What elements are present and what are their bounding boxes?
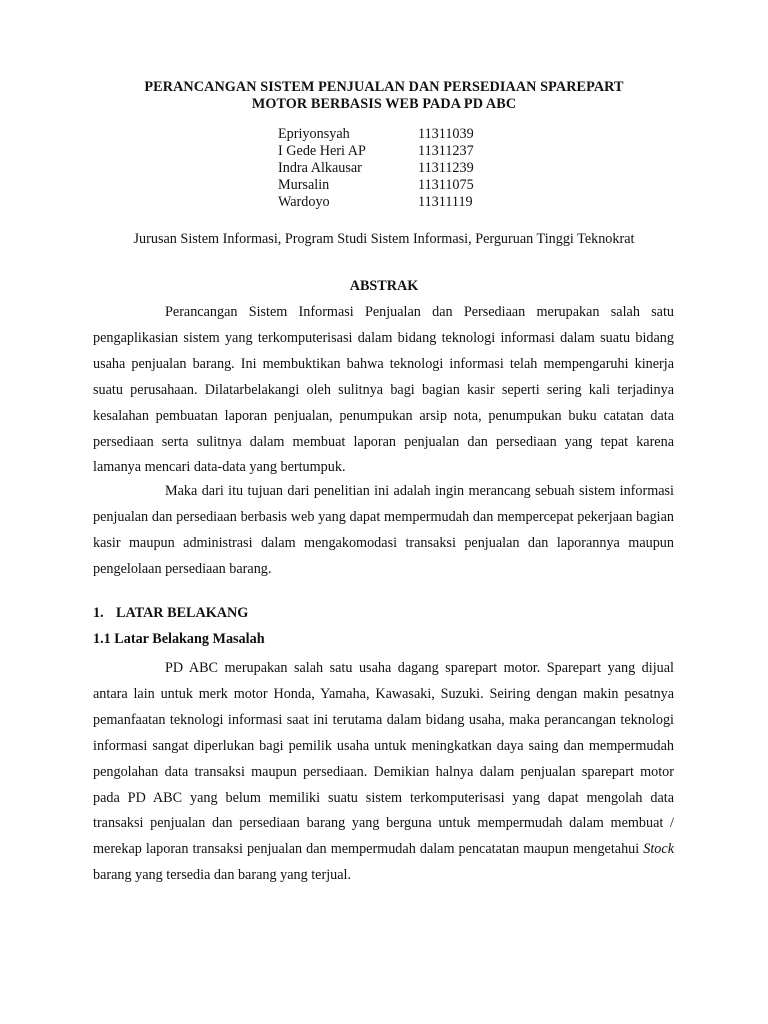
author-row bbox=[278, 177, 498, 194]
section-number: 1. bbox=[93, 605, 104, 621]
author-name: Indra Alkausar bbox=[278, 160, 362, 176]
author-row bbox=[278, 160, 498, 177]
author-id: 11311039 bbox=[418, 126, 474, 142]
author-row bbox=[278, 143, 498, 160]
author-id: 11311119 bbox=[418, 194, 473, 210]
body-text: PD ABC merupakan salah satu usaha dagang sparepart motor. Sparepart yang dijual antara lain untuk merk motor Honda, Yamaha, Kawasaki, Suzuki. Seiring dengan makin pesatnya pemanfaatan teknologi informasi saat ini terutama dalam bidang usaha, maka perancangan teknologi informasi sangat diperlukan bagi pemilik usaha untuk meningkatkan daya saing dan mempermudah pengolahan data transaksi maupun persediaan. Demikian halnya dalam penjualan sparepart motor pada PD ABC yang belum memiliki suatu sistem terkomputerisasi yang dapat mengolah data transaksi penjualan dan persediaan barang yang berguna untuk mempermudah dalam membuat / merekap laporan transaksi penjualan dan mempermudah dalam pencatatan maupun mengetahui bbox=[93, 660, 674, 858]
body-paragraph-1 bbox=[93, 656, 674, 889]
abstract-paragraph-2: Maka dari itu tujuan dari penelitian ini adalah ingin merancang sebuah sistem informasi penjualan dan persediaan berbasis web yang dapat mempermudah dan mempercepat pekerjaan bagian kasir maupun administrasi dalam mengakomodasi transaksi penjualan dan laporannya maupun pengelolaan persediaan barang. bbox=[93, 483, 674, 577]
paper-title-line-1: PERANCANGAN SISTEM PENJUALAN DAN PERSEDIAAN SPAREPART bbox=[144, 79, 624, 95]
abstract-paragraph-1: Perancangan Sistem Informasi Penjualan dan Persediaan merupakan salah satu pengaplikasian sistem yang terkomputerisasi dalam bidang teknologi informasi dalam suatu bidang usaha penjualan barang. Ini membuktikan bahwa teknologi informasi telah mempengaruhi kinerja suatu perusahaan. Dilatarbelakangi oleh sulitnya bagi bagian kasir seperti sering kali terjadinya kesalahan pembuatan laporan penjualan, penumpukan arsip nota, penumpukan buku catatan data persediaan serta sulitnya dalam membuat laporan penjualan dan persediaan yang tepat karena lamanya mencari data-data yang bertumpuk. bbox=[93, 304, 674, 476]
paper-title-line-2: MOTOR BERBASIS WEB PADA PD ABC bbox=[251, 96, 517, 112]
author-row bbox=[278, 126, 498, 143]
body-text-end: barang yang tersedia dan barang yang terjual. bbox=[93, 867, 352, 884]
abstract-heading: ABSTRAK bbox=[349, 278, 419, 294]
author-id: 11311239 bbox=[418, 160, 474, 176]
affiliation: Jurusan Sistem Informasi, Program Studi Sistem Informasi, Perguruan Tinggi Teknokrat bbox=[133, 231, 635, 247]
author-list bbox=[278, 126, 498, 211]
author-name: Epriyonsyah bbox=[278, 126, 350, 142]
author-name: Wardoyo bbox=[278, 194, 330, 210]
section-title: LATAR BELAKANG bbox=[116, 605, 249, 621]
author-id: 11311075 bbox=[418, 177, 474, 193]
section-heading bbox=[93, 605, 248, 622]
body-italic-term: Stock bbox=[643, 841, 674, 858]
author-name: I Gede Heri AP bbox=[278, 143, 366, 159]
author-row bbox=[278, 194, 498, 211]
subsection-heading: 1.1 Latar Belakang Masalah bbox=[93, 631, 265, 647]
author-name: Mursalin bbox=[278, 177, 330, 193]
author-id: 11311237 bbox=[418, 143, 474, 159]
